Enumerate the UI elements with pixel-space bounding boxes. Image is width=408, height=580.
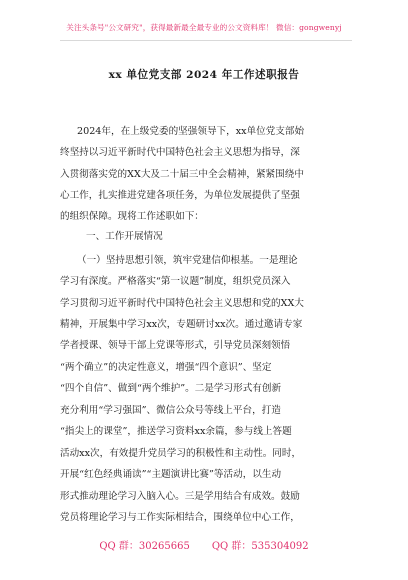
- body-line-15: 活动xx次，有效提升党员学习的积极性和主动性。同时，: [60, 448, 302, 459]
- body-line-14: “指尖上的课堂”，推送学习资料xx余篇，参与线上答题: [60, 426, 292, 437]
- body-line-17: 形式推动理论学习入脑入心。三是学用结合有成效。鼓励: [60, 491, 300, 502]
- body-line-6: （一）坚持思想引领，筑牢党建信仰根基。一是理论: [77, 255, 298, 266]
- section-heading: 一、工作开展情况: [86, 231, 163, 242]
- body-line-12: “四个自信”、做到“两个维护”。二是学习形式有创新: [60, 383, 282, 394]
- footer-qq-group-2: QQ 群：535304092: [211, 541, 309, 552]
- footer-qq-groups: [0, 537, 408, 552]
- body-line-18: 党员将理论学习与工作实际相结合，围绕单位中心工作，: [60, 512, 300, 523]
- body-line-10: 学者授课、领导干部上党课等形式，引导党员深刻领悟: [60, 340, 291, 351]
- footer-qq-group-1: QQ 群：30265665: [99, 541, 190, 552]
- body-line-7: 学习有深度。严格落实“第一议题”制度，组织党员深入: [60, 276, 291, 287]
- body-line-13: 充分利用“学习强国”、微信公众号等线上平台，打造: [60, 405, 281, 416]
- body-line-4: 心工作，扎实推进党建各项任务，为单位发展提供了坚强: [60, 190, 300, 201]
- body-line-16: 开展“红色经典诵读”“主题演讲比赛”等活动，以生动: [60, 469, 282, 480]
- body-line-3: 入贯彻落实党的XX大及二十届三中全会精神，紧紧围绕中: [60, 169, 304, 180]
- document-title: xx 单位党支部 2024 年工作述职报告: [108, 69, 300, 81]
- header-divider: [60, 40, 352, 41]
- body-line-8: 学习贯彻习近平新时代中国特色社会主义思想和党的XX大: [60, 298, 304, 309]
- body-line-1: 2024年，在上级党委的坚强领导下，xx单位党支部始: [77, 126, 305, 137]
- body-line-11: “两个确立”的决定性意义，增强“四个意识”、坚定: [60, 362, 272, 373]
- body-line-9: 精神，开展集中学习xx次，专题研讨xx次。通过邀请专家: [60, 319, 303, 330]
- body-line-2: 终坚持以习近平新时代中国特色社会主义思想为指导，深: [60, 147, 300, 158]
- body-line-5: 的组织保障。现将工作述职如下：: [60, 211, 204, 222]
- header-banner: 关注头条号"公文研究"，获得最新最全最专业的公文资料库！ 微信：gongwenyj: [66, 23, 342, 32]
